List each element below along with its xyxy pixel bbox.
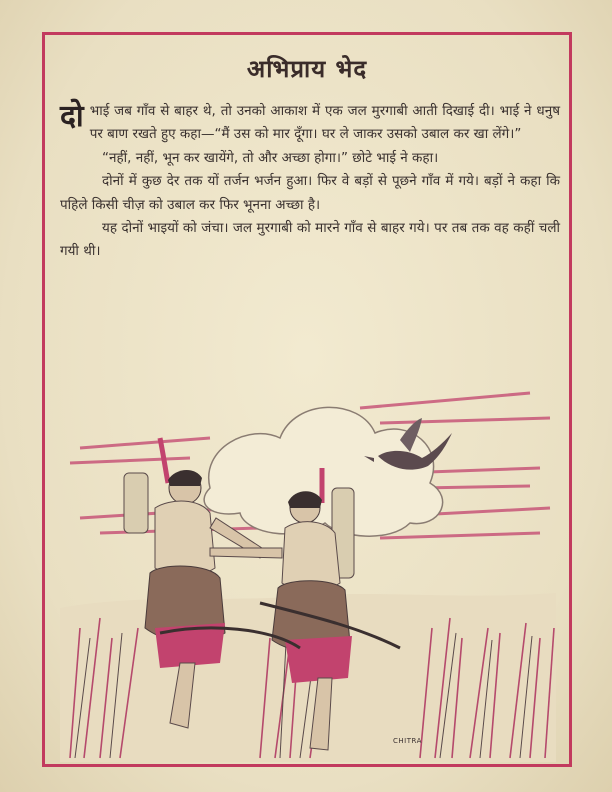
drop-cap: दो (60, 99, 84, 134)
paragraph-2: “नहीं, नहीं, भून कर खायेंगे, तो और अच्छा होगा।” छोटे भाई ने कहा। (102, 149, 439, 166)
artist-signature: CHITRA (393, 737, 422, 745)
paragraph-1-text: भाई जब गाँव से बाहर थे, तो उनको आकाश में एक जल मुरगाबी आती दिखाई दी। भाई ने धनुष पर बाण रखते हुए कहा—“मैं उस को मार दूँगा। घर ले जाकर उसको उबाल कर खा लेंगे।” (89, 103, 560, 143)
page-title: अभिप्राय भेद (246, 55, 368, 83)
story-illustration (60, 378, 556, 762)
paragraph-3: दोनों में कुछ देर तक यों तर्जन भर्जन हुआ। फिर वे बड़ों से पूछने गाँव में गये। बड़ों ने कहा कि पहिले किसी चीज़ को उबाल कर फिर भूनना अच्छा है। (60, 173, 560, 213)
paragraph-1 (60, 100, 560, 147)
story-text (60, 100, 560, 264)
paragraph-4: यह दोनों भाइयों को जंचा। जल मुरगाबी को मारने गाँव से बाहर गये। पर तब तक वह कहीं चली गयी थी। (60, 220, 560, 260)
